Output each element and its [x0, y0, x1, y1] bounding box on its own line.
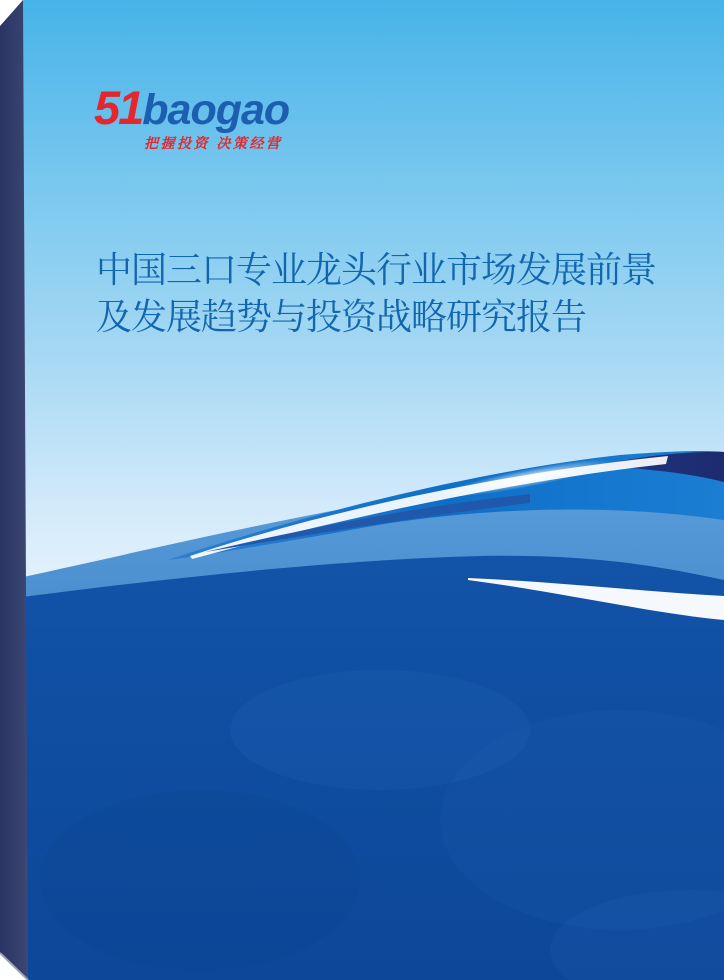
title-line-1: 中国三口专业龙头行业市场发展前景	[96, 249, 657, 290]
logo-number: 51	[94, 81, 143, 134]
title-line-2: 及发展趋势与投资战略研究报告	[96, 296, 587, 337]
brand-logo	[94, 81, 290, 151]
brand-tagline: 把握投资 决策经营	[144, 135, 283, 151]
logo-word: baogao	[142, 86, 290, 134]
report-title	[96, 246, 686, 340]
brand-logo-text	[94, 81, 290, 134]
